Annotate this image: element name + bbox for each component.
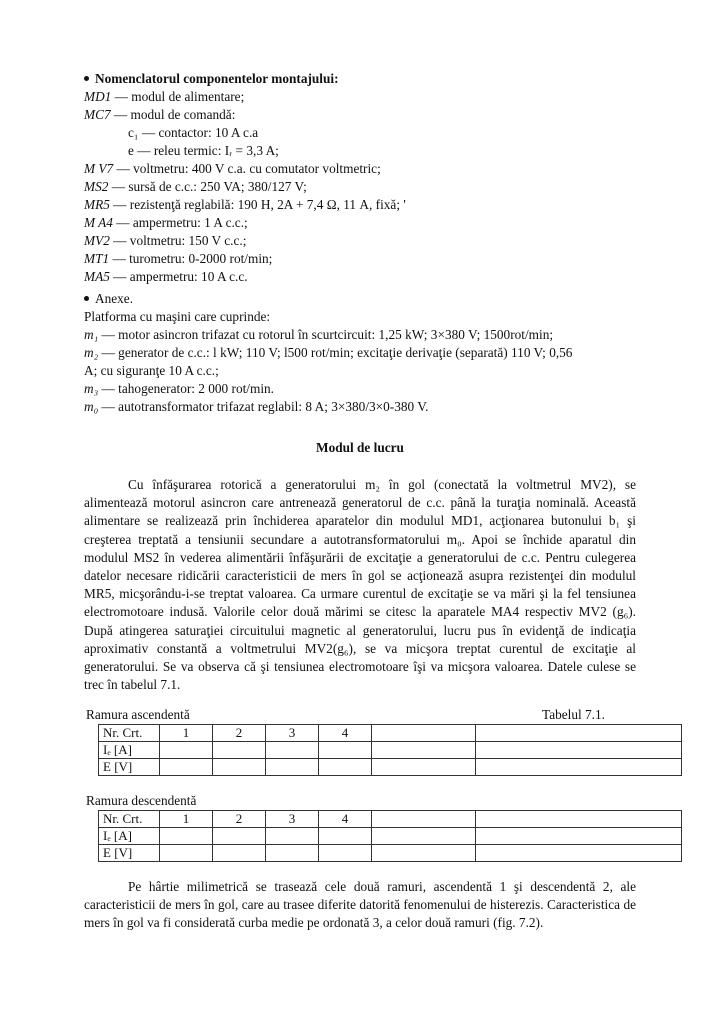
- component-line: MR5 — rezistenţă reglabilă: 190 H, 2A + 7,4 Ω, 11 A, fixă; ': [84, 197, 406, 212]
- component-line: MT1 — turometru: 0-2000 rot/min;: [84, 251, 273, 266]
- component-line: M V7 — voltmetru: 400 V c.a. cu comutator voltmetric;: [84, 161, 381, 176]
- annex-line: m₀ — autotransformator trifazat reglabil: 8 A; 3×380/3×0-380 V.: [84, 399, 429, 414]
- table-cell: 2: [213, 725, 266, 742]
- bullet-icon: [84, 76, 89, 81]
- table-descending: [98, 810, 682, 862]
- table-cell: [372, 725, 476, 742]
- annex-line: m₂ — generator de c.c.: l kW; 110 V; l500 rot/min; excitaţie derivaţie (separată) 110 V; 0,56: [84, 345, 573, 360]
- annex-line: m₁ — motor asincron trifazat cu rotorul în scurtcircuit: 1,25 kW; 3×380 V; 1500rot/min;: [84, 327, 554, 342]
- table-row: [99, 759, 682, 776]
- table-cell: Iₑ [A]: [99, 742, 160, 759]
- annex-line: A; cu siguranţe 10 A c.c.;: [84, 363, 219, 378]
- table-cell: E [V]: [99, 759, 160, 776]
- component-line: MD1 — modul de alimentare;: [84, 89, 245, 104]
- annex-line: m₃ — tahogenerator: 2 000 rot/min.: [84, 381, 275, 396]
- component-line: MS2 — sursă de c.c.: 250 VA; 380/127 V;: [84, 179, 307, 194]
- table1-label: Ramura ascendentă: [86, 707, 190, 722]
- bullet-icon: [84, 296, 89, 301]
- annex-title: Anexe.: [84, 290, 133, 308]
- table-cell: Nr. Crt.: [99, 725, 160, 742]
- table-row: [99, 725, 682, 742]
- table-cell: 3: [266, 725, 319, 742]
- hysteresis-paragraph: Pe hârtie milimetrică se trasează cele două ramuri, ascendentă 1 şi descendentă 2, ale caracteristicii de mers în gol, care au trasee diferite datorită fenomenului de histerezis. Caracteristica de mers în gol va fi considerată curba medie pe ordonată 3, a celor două ramuri (fig. 7.2).: [84, 879, 636, 931]
- table-cell: 4: [319, 725, 372, 742]
- components-title: Nomenclatorul componentelor montajului:: [84, 70, 339, 88]
- table-cell: 4: [319, 811, 372, 828]
- table-cell: Iₑ [A]: [99, 828, 160, 845]
- table-cell: 3: [266, 811, 319, 828]
- component-line: MA5 — ampermetru: 10 A c.c.: [84, 269, 248, 284]
- table2-label: Ramura descendentă: [86, 793, 197, 808]
- component-subline: c₁ — contactor: 10 A c.a: [128, 125, 259, 140]
- table-ascending: [98, 724, 682, 776]
- component-line: M A4 — ampermetru: 1 A c.c.;: [84, 215, 248, 230]
- annex-intro: Platforma cu maşini care cuprinde:: [84, 309, 271, 324]
- section-heading: Modul de lucru: [316, 440, 404, 455]
- table-cell: E [V]: [99, 845, 160, 862]
- table-row: [99, 828, 682, 845]
- table-cell: [476, 811, 682, 828]
- component-line: MC7 — modul de comandă:: [84, 107, 236, 122]
- component-subline: e — releu termic: Iᵣ = 3,3 A;: [128, 143, 279, 158]
- work-method-paragraph: Cu înfăşurarea rotorică a generatorului m₂ în gol (conectată la voltmetrul MV2), se alimentează motorul asincron care antrenează generatorul de c.c. până la turaţia nominală. Această alimentare se realizează prin închiderea aparatelor din modulul MD1, acţionarea butonului b₁ şi creşterea treptată a tensiunii secundare a autotransformatorului m₀. Apoi se închide aparatul din modulul MS2 în vederea alimentării înfăşurării de excitaţie a generatorului de c.c. Pentru culegerea datelor necesare ridicării caracteristicii de mers în gol se acţionează asupra rezistenţei din modulul MR5, micşorându-i-se treptat valoarea. Ca urmare curentul de excitaţie se va mări şi la fel tensiunea electromotoare indusă. Valorile celor două mărimi se citesc la aparatele MA4 respectiv MV2 (g₆). După atingerea saturaţiei circuitului magnetic al generatorului, lucru pus în evidenţă de indicaţia aproximativ constantă a voltmetrului MV2(g₆), se va micşora treptat curentul de excitaţie al generatorului. Se va observa că şi tensiunea electromotoare îşi va micşora valoarea. Datele culese se trec în tabelul 7.1.: [84, 477, 636, 693]
- table-cell: Nr. Crt.: [99, 811, 160, 828]
- table-cell: 1: [160, 725, 213, 742]
- table-cell: [372, 811, 476, 828]
- table-row: [99, 742, 682, 759]
- table-cell: 1: [160, 811, 213, 828]
- table-cell: 2: [213, 811, 266, 828]
- table-cell: [476, 725, 682, 742]
- table-row: [99, 811, 682, 828]
- table1-caption: Tabelul 7.1.: [542, 707, 605, 722]
- component-line: MV2 — voltmetru: 150 V c.c.;: [84, 233, 247, 248]
- table-row: [99, 845, 682, 862]
